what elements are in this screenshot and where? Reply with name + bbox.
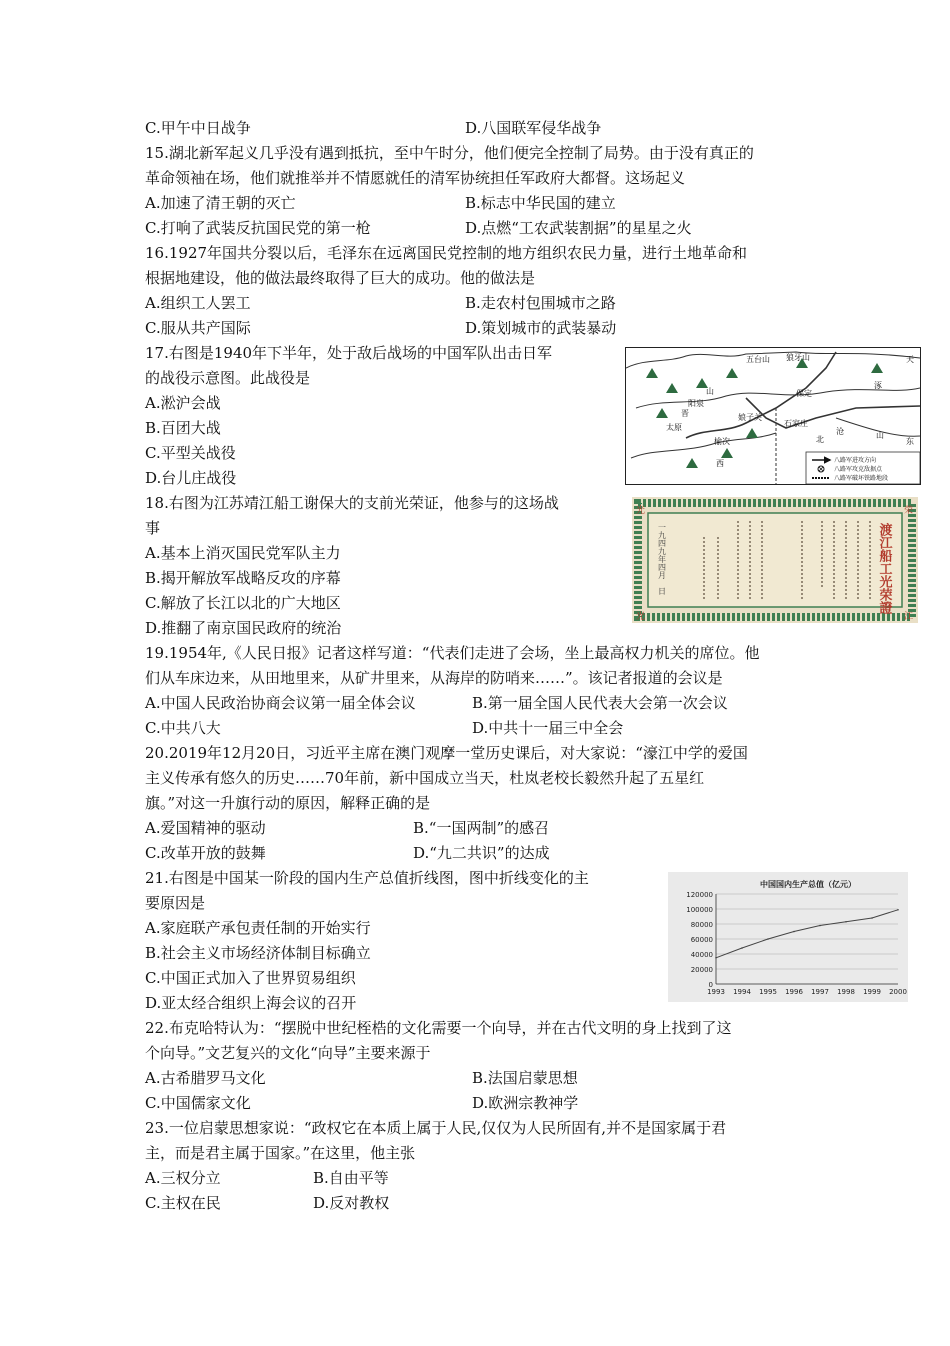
q18-stem-line1: 18.右图为江苏靖江船工谢保大的支前光荣证，他参与的这场战 bbox=[145, 494, 559, 512]
x-tick-label: 1993 bbox=[707, 988, 725, 996]
q22-option-a: A.古希腊罗马文化 bbox=[145, 1069, 266, 1087]
map-label: 太原 bbox=[666, 423, 682, 432]
q19-option-c: C.中共八大 bbox=[145, 719, 221, 737]
q15-option-a: A.加速了清王朝的灭亡 bbox=[145, 194, 296, 212]
q22-option-b: B.法国启蒙思想 bbox=[472, 1069, 578, 1087]
q21-option-a: A.家庭联产承包责任制的开始实行 bbox=[145, 919, 371, 937]
q15-stem-line2: 革命领袖在场，他们就推举并不情愿就任的清军协统担任军政府大都督。这场起义 bbox=[145, 169, 686, 187]
q15-option-b: B.标志中华民国的建立 bbox=[465, 194, 616, 212]
legend-item: 八路军破坏铁路地段 bbox=[834, 475, 889, 482]
q23-stem-line1: 23.一位启蒙思想家说：“政权它在本质上属于人民,仅仅为人民所固有,并不是国家属于君 bbox=[145, 1119, 727, 1137]
map-label: 石家庄 bbox=[784, 419, 808, 428]
q16-option-d: D.策划城市的武装暴动 bbox=[465, 319, 617, 337]
q22-stem-line2: 个向导。”文艺复兴的文化“向导”主要来源于 bbox=[145, 1044, 431, 1062]
q20-option-a: A.爱国精神的驱动 bbox=[145, 819, 266, 837]
q17-stem-line2: 的战役示意图。此战役是 bbox=[145, 369, 311, 387]
map-label: 天 bbox=[906, 355, 914, 364]
q19-option-d: D.中共十一届三中全会 bbox=[472, 719, 624, 737]
data-point bbox=[793, 931, 795, 933]
map-label: 阳泉 bbox=[688, 399, 704, 408]
q23-option-c: C.主权在民 bbox=[145, 1194, 221, 1212]
battle-map-figure bbox=[625, 347, 921, 485]
x-tick-label: 1997 bbox=[811, 988, 829, 996]
q15-stem-line1: 15.湖北新军起义几乎没有遇到抵抗，至中午时分，他们便完全控制了局势。由于没有真正的 bbox=[145, 144, 754, 162]
q21-option-b: B.社会主义市场经济体制目标确立 bbox=[145, 944, 371, 962]
corner-char: 荣 bbox=[904, 506, 914, 516]
q16-option-b: B.走农村包围城市之路 bbox=[465, 294, 616, 312]
corner-char: 江 bbox=[904, 612, 914, 622]
y-tick-label: 0 bbox=[708, 981, 713, 989]
q18-option-d: D.推翻了南京国民政府的统治 bbox=[145, 619, 342, 637]
data-point bbox=[845, 921, 847, 923]
q20-stem-line3: 旗。”对这一升旗行动的原因，解释正确的是 bbox=[145, 794, 431, 812]
q22-option-c: C.中国儒家文化 bbox=[145, 1094, 251, 1112]
q23-option-b: B.自由平等 bbox=[313, 1169, 389, 1187]
map-label: 狼牙山 bbox=[786, 353, 810, 362]
q23-option-a: A.三权分立 bbox=[145, 1169, 221, 1187]
data-point bbox=[897, 909, 899, 911]
map-label: 沧 bbox=[836, 427, 844, 436]
map-label: 涿 bbox=[874, 381, 882, 390]
legend-item: 八路军攻克敌据点 bbox=[834, 466, 883, 473]
q15-option-d: D.点燃“工农武装割据”的星星之火 bbox=[465, 219, 692, 237]
y-tick-label: 120000 bbox=[686, 891, 713, 899]
q19-stem-line2: 们从车床边来，从田地里来，从矿井里来，从海岸的防哨来……”。该记者报道的会议是 bbox=[145, 669, 723, 687]
q14-option-c: C.甲午中日战争 bbox=[145, 119, 251, 137]
certificate-image bbox=[632, 497, 918, 623]
q21-stem-line2: 要原因是 bbox=[145, 894, 206, 912]
map-label: 北 bbox=[816, 435, 824, 444]
x-tick-label: 1996 bbox=[785, 988, 803, 996]
map-label: 西 bbox=[716, 459, 724, 468]
data-point bbox=[819, 925, 821, 927]
map-label: 榆次 bbox=[714, 437, 730, 446]
certificate-date: 一九四九年四月 日 bbox=[657, 523, 667, 595]
q17-option-d: D.台儿庄战役 bbox=[145, 469, 237, 487]
corner-char: 光 bbox=[636, 506, 646, 516]
map-label: 东 bbox=[906, 437, 914, 446]
x-tick-label: 1994 bbox=[733, 988, 751, 996]
data-point bbox=[741, 947, 743, 949]
q20-stem-line1: 20.2019年12月20日，习近平主席在澳门观摩一堂历史课后，对大家说：“濠江中学的爱国 bbox=[145, 744, 748, 762]
q21-option-c: C.中国正式加入了世界贸易组织 bbox=[145, 969, 356, 987]
q16-option-c: C.服从共产国际 bbox=[145, 319, 251, 337]
legend-item: 八路军进攻方向 bbox=[834, 457, 877, 464]
q21-stem-line1: 21.右图是中国某一阶段的国内生产总值折线图，图中折线变化的主 bbox=[145, 869, 589, 887]
q19-stem-line1: 19.1954年,《人民日报》记者这样写道：“代表们走进了会场，坐上最高权力机关的席位。他 bbox=[145, 644, 760, 662]
map-label: 娘子关 bbox=[738, 413, 762, 422]
q19-option-a: A.中国人民政治协商会议第一届全体会议 bbox=[145, 694, 416, 712]
certificate-figure bbox=[632, 497, 918, 623]
data-point bbox=[871, 917, 873, 919]
q23-option-d: D.反对教权 bbox=[313, 1194, 390, 1212]
q18-stem-line2: 事 bbox=[145, 519, 161, 537]
q20-option-b: B.“一国两制”的感召 bbox=[413, 819, 550, 837]
q17-stem-line1: 17.右图是1940年下半年，处于敌后战场的中国军队出击日军 bbox=[145, 344, 553, 362]
gdp-line-chart bbox=[668, 872, 908, 1002]
x-tick-label: 1999 bbox=[863, 988, 881, 996]
y-tick-label: 80000 bbox=[690, 921, 713, 929]
q22-stem-line1: 22.布克哈特认为：“摆脱中世纪桎梏的文化需要一个向导，并在古代文明的身上找到了这 bbox=[145, 1019, 732, 1037]
data-point bbox=[715, 957, 717, 959]
y-tick-label: 40000 bbox=[690, 951, 713, 959]
y-tick-label: 100000 bbox=[686, 906, 713, 914]
x-tick-label: 2000 bbox=[889, 988, 907, 996]
q15-option-c: C.打响了武装反抗国民党的第一枪 bbox=[145, 219, 371, 237]
q17-option-c: C.平型关战役 bbox=[145, 444, 236, 462]
y-tick-label: 20000 bbox=[690, 966, 713, 974]
q18-option-a: A.基本上消灭国民党军队主力 bbox=[145, 544, 341, 562]
x-tick-label: 1995 bbox=[759, 988, 777, 996]
q18-option-b: B.揭开解放军战略反攻的序幕 bbox=[145, 569, 341, 587]
q20-option-d: D.“九二共识”的达成 bbox=[413, 844, 550, 862]
map-legend bbox=[806, 452, 920, 484]
certificate-title: 渡江船工光荣證 bbox=[876, 523, 892, 614]
q17-option-b: B.百团大战 bbox=[145, 419, 221, 437]
q17-option-a: A.淞沪会战 bbox=[145, 394, 221, 412]
map-label: 山 bbox=[876, 431, 884, 440]
x-tick-label: 1998 bbox=[837, 988, 855, 996]
q14-option-d: D.八国联军侵华战争 bbox=[465, 119, 602, 137]
data-point bbox=[767, 938, 769, 940]
q18-option-c: C.解放了长江以北的广大地区 bbox=[145, 594, 341, 612]
q19-option-b: B.第一届全国人民代表大会第一次会议 bbox=[472, 694, 728, 712]
q20-stem-line2: 主义传承有悠久的历史……70年前，新中国成立当天，杜岚老校长毅然升起了五星红 bbox=[145, 769, 705, 787]
q16-stem-line2: 根据地建设，他的做法最终取得了巨大的成功。他的做法是 bbox=[145, 269, 536, 287]
q22-option-d: D.欧洲宗教神学 bbox=[472, 1094, 579, 1112]
map-label: 山 bbox=[706, 387, 714, 396]
gdp-chart-figure bbox=[668, 872, 908, 1002]
battle-map bbox=[626, 348, 920, 484]
y-tick-label: 60000 bbox=[690, 936, 713, 944]
corner-char: 光 bbox=[636, 612, 646, 622]
series-line bbox=[716, 910, 898, 958]
q16-option-a: A.组织工人罢工 bbox=[145, 294, 251, 312]
q16-stem-line1: 16.1927年国共分裂以后，毛泽东在远离国民党控制的地方组织农民力量，进行土地革命和 bbox=[145, 244, 748, 262]
q20-option-c: C.改革开放的鼓舞 bbox=[145, 844, 266, 862]
map-label: 五台山 bbox=[746, 355, 770, 364]
map-label: 晋 bbox=[681, 409, 689, 418]
q23-stem-line2: 主，而是君主属于国家。”在这里，他主张 bbox=[145, 1144, 416, 1162]
q21-option-d: D.亚太经合组织上海会议的召开 bbox=[145, 994, 357, 1012]
map-label: 保定 bbox=[796, 389, 812, 398]
chart-title: 中国国内生产总值（亿元） bbox=[760, 880, 856, 889]
